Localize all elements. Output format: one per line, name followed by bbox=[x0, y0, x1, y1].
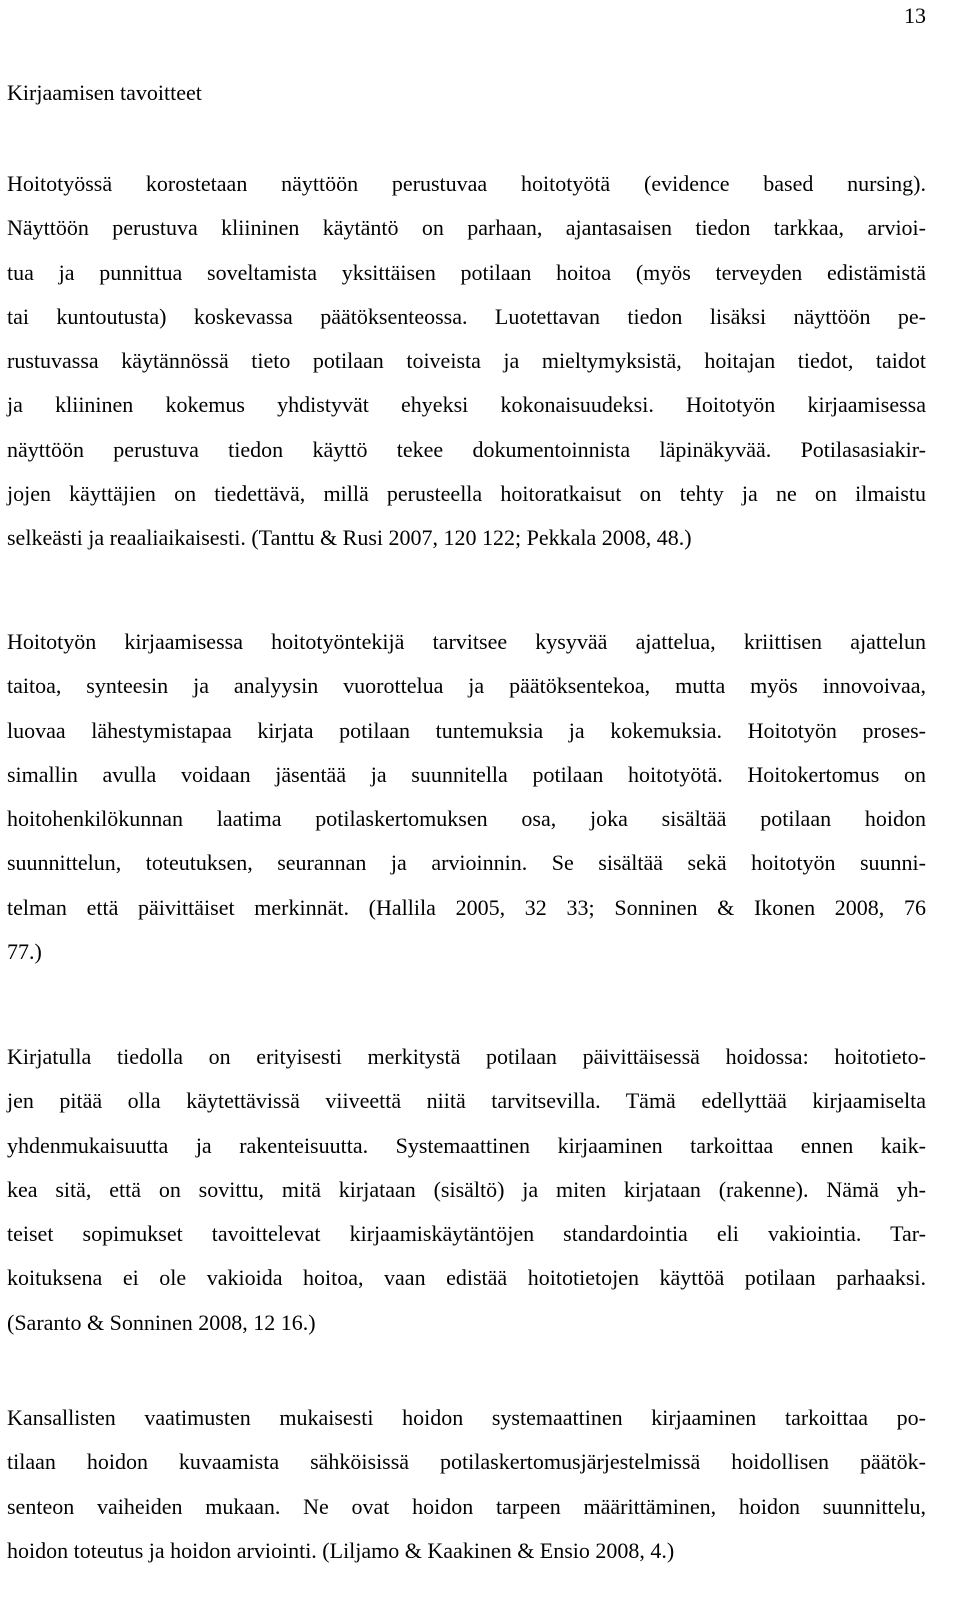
text-line: tua ja punnittua soveltamista yksittäisen potilaan hoitoa (myös terveyden edistämistä bbox=[7, 259, 926, 285]
paragraph-systematic-recording bbox=[7, 1035, 926, 1345]
text-line: telman että päivittäiset merkinnät. (Hallila 2005, 32 33; Sonninen & Ikonen 2008, 76 bbox=[7, 894, 926, 920]
text-line: rustuvassa käytännössä tieto potilaan toiveista ja mieltymyksistä, hoitajan tiedot, taidot bbox=[7, 348, 926, 374]
text-line: luovaa lähestymistapaa kirjata potilaan tuntemuksia ja kokemuksia. Hoitotyön proses- bbox=[7, 717, 926, 743]
text-line: Kansallisten vaatimusten mukaisesti hoidon systemaattinen kirjaaminen tarkoittaa po- bbox=[7, 1405, 926, 1430]
text-line: kea sitä, että on sovittu, mitä kirjataan (sisältö) ja miten kirjataan (rakenne). Nämä yh- bbox=[7, 1176, 926, 1202]
text-line: Näyttöön perustuva kliininen käytäntö on parhaan, ajantasaisen tiedon tarkkaa, arvioi- bbox=[7, 215, 926, 241]
text-line: koituksena ei ole vakioida hoitoa, vaan edistää hoitotietojen käyttöä potilaan parhaaksi. bbox=[7, 1265, 926, 1291]
text-line: yhdenmukaisuutta ja rakenteisuutta. Systemaattinen kirjaaminen tarkoittaa ennen kaik- bbox=[7, 1132, 926, 1158]
text-line: hoitohenkilökunnan laatima potilaskertomuksen osa, joka sisältää potilaan hoidon bbox=[7, 806, 926, 832]
text-line: Hoitotyössä korostetaan näyttöön perustuvaa hoitotyötä (evidence based nursing). bbox=[7, 171, 926, 196]
page-number: 13 bbox=[904, 3, 926, 28]
text-line: näyttöön perustuva tiedon käyttö tekee dokumentoinnista läpinäkyvää. Potilasasiakir- bbox=[7, 436, 926, 462]
text-line: tai kuntoutusta) koskevassa päätöksenteossa. Luotettavan tiedon lisäksi näyttöön pe- bbox=[7, 303, 926, 329]
text-line: suunnittelun, toteutuksen, seurannan ja arvioinnin. Se sisältää sekä hoitotyön suunni- bbox=[7, 850, 926, 876]
paragraph-evidence-based bbox=[7, 162, 926, 561]
section-heading: Kirjaamisen tavoitteet bbox=[7, 80, 202, 105]
text-line: (Saranto & Sonninen 2008, 12 16.) bbox=[7, 1309, 316, 1335]
text-line: hoidon toteutus ja hoidon arviointi. (Liljamo & Kaakinen & Ensio 2008, 4.) bbox=[7, 1537, 675, 1563]
text-line: Hoitotyön kirjaamisessa hoitotyöntekijä tarvitsee kysyvää ajattelua, kriittisen ajattelun bbox=[7, 629, 926, 654]
text-line: ja kliininen kokemus yhdistyvät ehyeksi kokonaisuudeksi. Hoitotyön kirjaamisessa bbox=[7, 392, 926, 418]
text-line: teiset sopimukset tavoittelevat kirjaamiskäytäntöjen standardointia eli vakiointia. Tar- bbox=[7, 1221, 926, 1247]
paragraph-national-requirements bbox=[7, 1396, 926, 1573]
text-line: tilaan hoidon kuvaamista sähköisissä potilaskertomusjärjestelmissä hoidollisen päätök- bbox=[7, 1449, 926, 1475]
text-line: senteon vaiheiden mukaan. Ne ovat hoidon tarpeen määrittäminen, hoidon suunnittelu, bbox=[7, 1493, 926, 1519]
text-line: 77.) bbox=[7, 939, 42, 965]
text-line: simallin avulla voidaan jäsentää ja suunnitella potilaan hoitotyötä. Hoitokertomus on bbox=[7, 761, 926, 787]
text-line: jen pitää olla käytettävissä viiveettä niitä tarvitsevilla. Tämä edellyttää kirjaamiselta bbox=[7, 1088, 926, 1114]
paragraph-nursing-documentation bbox=[7, 620, 926, 974]
text-line: Kirjatulla tiedolla on erityisesti merkitystä potilaan päivittäisessä hoidossa: hoitotieto- bbox=[7, 1044, 926, 1069]
text-line: taitoa, synteesin ja analyysin vuorottelua ja päätöksentekoa, mutta myös innovoivaa, bbox=[7, 673, 926, 699]
text-line: jojen käyttäjien on tiedettävä, millä perusteella hoitoratkaisut on tehty ja ne on ilmaistu bbox=[7, 481, 926, 507]
text-line: selkeästi ja reaaliaikaisesti. (Tanttu & Rusi 2007, 120 122; Pekkala 2008, 48.) bbox=[7, 525, 692, 551]
